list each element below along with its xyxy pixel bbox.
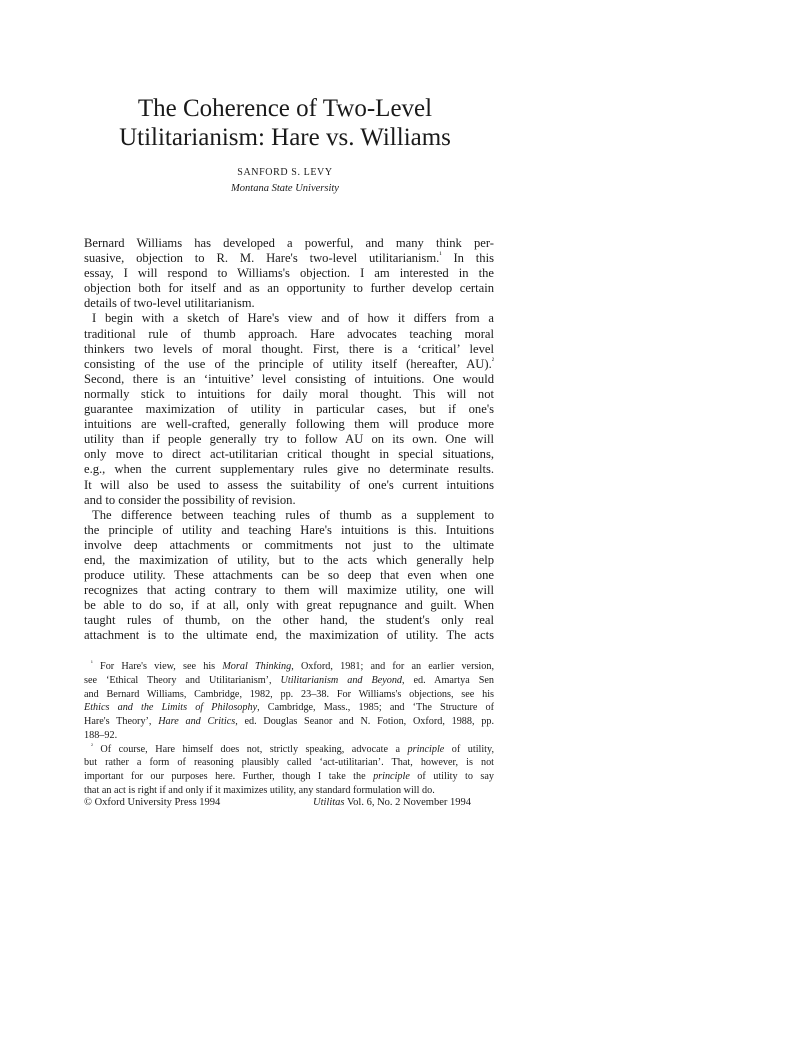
paragraph-line: normally stick to intuitions for daily moral thought. This will not [84,386,494,401]
footnote-line: important for our purposes here. Further, though I take the principle of utility to say [84,771,494,782]
footnote-line: that an act is right if and only if it maximizes utility, any standard formulation will do. [84,784,435,796]
copyright: © Oxford University Press 1994 [84,797,221,808]
paragraph-line: be able to do so, if at all, only with great repugnance and guilt. When [84,598,494,613]
title-line-1: The Coherence of Two-Level [137,95,433,122]
footnote-line: Hare's Theory’, Hare and Critics, ed. Douglas Seanor and N. Fotion, Oxford, 1988, pp. [84,716,494,727]
footnote-line: $^{^1}$ For Hare's view, see his Moral Thinking, Oxford, 1981; and for an earlier version, [91,660,494,672]
paragraph-line: I begin with a sketch of Hare's view and of how it differs from a [92,311,494,326]
paragraph-line: Second, there is an ‘intuitive’ level consisting of intuitions. One would [84,371,494,386]
paragraph-line: attachment is to the ultimate end, the maximization of utility. The acts [84,628,494,643]
footnote-line: and Bernard Williams, Cambridge, 1982, pp. 23–38. For Williams's objections, see his [84,688,494,700]
footnote-line: Ethics and the Limits of Philosophy, Cambridge, Mass., 1985; and ‘The Structure of [84,702,494,714]
paragraph-line: intuitions are well-crafted, generally following them will produce more [84,417,494,432]
paragraph-line: e.g., when the current supplementary rules give no determinate results. [84,462,494,477]
paragraph-line: The difference between teaching rules of thumb as a supplement to [92,507,494,522]
paragraph-line: essay, I will respond to Williams's objection. I am interested in the [84,266,494,281]
paragraph-line: consisting of the use of the principle of utility itself (hereafter, AU).$^{^2}$ [84,355,494,371]
paragraph-line: objection both for itself and as an opportunity to further develop certain [84,281,494,296]
paragraph-line: produce utility. These attachments can be so deep that even when one [84,568,494,583]
footnote-line: but rather a form of reasoning plausibly called ‘act-utilitarian’. That, however, is not [84,757,494,769]
paragraph-line: only move to direct act-utilitarian critical thought in special situations, [84,447,494,462]
paragraph-line: details of two-level utilitarianism. [84,296,255,311]
footnote-line: 188–92. [84,729,118,741]
footnote-line: $^{^2}$ Of course, Hare himself does not, strictly speaking, advocate a principle of utility, [91,743,494,755]
paragraph-line: suasive, objection to R. M. Hare's two-level utilitarianism.$^{^1}$ In this [84,249,494,266]
affiliation: Montana State University [231,183,339,194]
paragraph-line: utility than if people generally try to follow AU on its own. One will [84,432,494,447]
paragraph-line: end, the maximization of utility, but to the acts which generally help [84,552,494,567]
paragraph-line: It will also be used to assess the suitability of one's current intuitions [84,477,494,492]
issue-info: Vol. 6, No. 2 November 1994 [346,797,471,808]
paragraph-line: thinkers two levels of moral thought. First, there is a ‘critical’ level [84,341,494,356]
body-text [84,236,494,644]
paragraph-line: recognizes that acting contrary to them will maximize utility, one will [84,583,494,598]
paragraph-line: traditional rule of thumb approach. Hare advocates teaching moral [84,326,494,341]
paragraph-line: Bernard Williams has developed a powerful, and many think per- [84,236,494,250]
footnotes [84,660,494,798]
title-line-2: Utilitarianism: Hare vs. Williams [119,124,451,151]
paragraph-line: and to consider the possibility of revision. [84,492,296,507]
journal-citation [313,796,471,809]
author: SANFORD S. LEVY [237,167,333,178]
paragraph-line: the principle of utility and teaching Hare's intuitions is this. Intuitions [84,522,494,537]
journal-name: Utilitas [313,797,345,808]
paragraph-line: involve deep attachments or commitments not just to the ultimate [84,537,494,552]
paragraph-line: guarantee maximization of utility in particular cases, but if one's [84,402,494,417]
paragraph-line: taught rules of thumb, on the other hand, the student's only real [84,613,494,628]
footnote-line: see ‘Ethical Theory and Utilitarianism’, Utilitarianism and Beyond, ed. Amartya Sen [84,674,494,686]
